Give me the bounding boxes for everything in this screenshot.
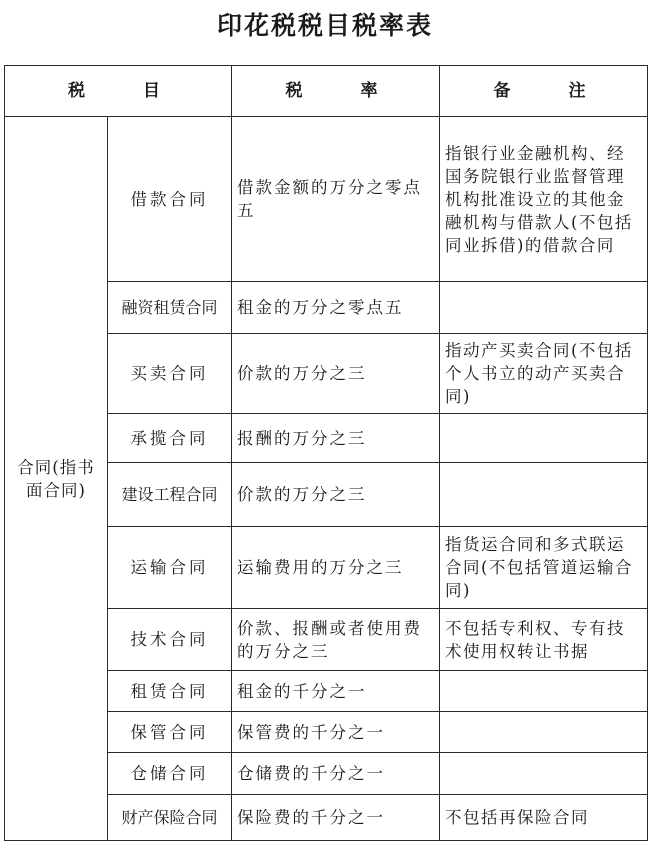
header-note: 备 注 xyxy=(440,66,648,117)
rate-cell: 仓储费的千分之一 xyxy=(232,753,440,795)
note-cell xyxy=(440,414,648,463)
item-cell: 融资租赁合同 xyxy=(108,282,232,334)
item-cell: 租赁合同 xyxy=(108,671,232,712)
rate-cell: 价款、报酬或者使用费的万分之三 xyxy=(232,609,440,671)
tax-rate-table xyxy=(4,65,648,841)
rate-cell: 保险费的千分之一 xyxy=(232,795,440,841)
table-row xyxy=(5,117,648,282)
note-cell xyxy=(440,753,648,795)
table-header-row xyxy=(5,66,648,117)
item-cell: 承揽合同 xyxy=(108,414,232,463)
note-cell: 不包括专利权、专有技术使用权转让书据 xyxy=(440,609,648,671)
item-cell: 仓储合同 xyxy=(108,753,232,795)
rate-cell: 报酬的万分之三 xyxy=(232,414,440,463)
note-cell: 指动产买卖合同(不包括个人书立的动产买卖合同) xyxy=(440,334,648,414)
header-item: 税 目 xyxy=(5,66,232,117)
note-cell xyxy=(440,463,648,527)
rate-cell: 保管费的千分之一 xyxy=(232,712,440,753)
item-cell: 建设工程合同 xyxy=(108,463,232,527)
rate-cell: 租金的千分之一 xyxy=(232,671,440,712)
item-cell: 技术合同 xyxy=(108,609,232,671)
item-cell: 保管合同 xyxy=(108,712,232,753)
note-cell: 不包括再保险合同 xyxy=(440,795,648,841)
item-cell: 运输合同 xyxy=(108,527,232,609)
rate-cell: 借款金额的万分之零点五 xyxy=(232,117,440,282)
header-rate: 税 率 xyxy=(232,66,440,117)
page-title: 印花税税目税率表 xyxy=(216,11,433,40)
note-cell xyxy=(440,712,648,753)
item-cell: 借款合同 xyxy=(108,117,232,282)
rate-cell: 租金的万分之零点五 xyxy=(232,282,440,334)
group-cell: 合同(指书面合同) xyxy=(5,117,108,841)
rate-cell: 价款的万分之三 xyxy=(232,463,440,527)
item-cell: 财产保险合同 xyxy=(108,795,232,841)
item-cell: 买卖合同 xyxy=(108,334,232,414)
note-cell: 指货运合同和多式联运合同(不包括管道运输合同) xyxy=(440,527,648,609)
rate-cell: 价款的万分之三 xyxy=(232,334,440,414)
note-cell xyxy=(440,671,648,712)
note-cell xyxy=(440,282,648,334)
note-cell: 指银行业金融机构、经国务院银行业监督管理机构批准设立的其他金融机构与借款人(不包括同业拆借)的借款合同 xyxy=(440,117,648,282)
rate-cell: 运输费用的万分之三 xyxy=(232,527,440,609)
